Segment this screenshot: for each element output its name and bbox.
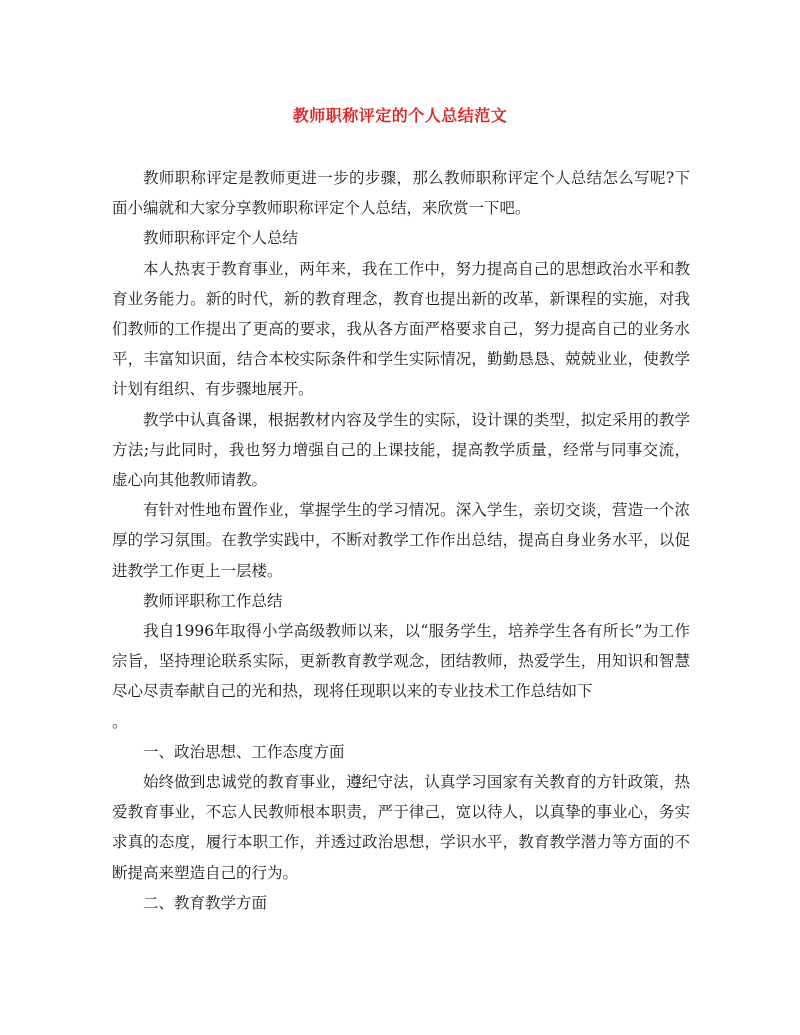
paragraph-loyalty: 始终做到忠诚党的教育事业，遵纪守法，认真学习国家有关教育的方针政策，热爱教育事业，不忘人民教师根本职责，严于律己，宽以待人，以真挚的事业心，务实求真的态度，履行本职工作，并透过政治思想，学识水平，教育教学潜力等方面的不断提高来塑造自己的行为。 bbox=[112, 773, 690, 882]
paragraph-intro: 教师职称评定是教师更进一步的步骤，那么教师职称评定个人总结怎么写呢?下面小编就和大家分享教师职称评定个人总结，来欣赏一下吧。 bbox=[112, 169, 690, 218]
section-heading-work-summary: 教师评职称工作总结 bbox=[143, 591, 283, 610]
section-heading-teaching: 二、教育教学方面 bbox=[143, 893, 268, 912]
paragraph-since-1996: 我自1996年取得小学高级教师以来，以“服务学生，培养学生各有所长”为工作宗旨，坚持理论联系实际，更新教育教学观念，团结教师，热爱学生，用知识和智慧尽心尽责奉献自己的光和热，现将任现职以来的专业技术工作总结如下 bbox=[112, 622, 690, 701]
document-title: 教师职称评定的个人总结范文 bbox=[292, 106, 508, 125]
document-body bbox=[112, 163, 690, 918]
paragraph-homework: 有针对性地布置作业，掌握学生的学习情况。深入学生，亲切交谈，营造一个浓厚的学习氛围。在教学实践中，不断对教学工作作出总结，提高自身业务水平，以促进教学工作更上一层楼。 bbox=[112, 501, 690, 580]
paragraph-lesson-preparation: 教学中认真备课，根据教材内容及学生的实际，设计课的类型，拟定采用的教学方法;与此同时，我也努力增强自己的上课技能，提高教学质量，经常与同事交流，虚心向其他教师请教。 bbox=[112, 410, 690, 490]
section-heading-personal-summary: 教师职称评定个人总结 bbox=[143, 229, 299, 248]
section-heading-political-attitude: 一、政治思想、工作态度方面 bbox=[143, 742, 345, 761]
paragraph-trailing-period: 。 bbox=[112, 712, 128, 731]
paragraph-career-dedication: 本人热衷于教育事业，两年来，我在工作中，努力提高自己的思想政治水平和教育业务能力。新的时代，新的教育理念，教育也提出新的改革，新课程的实施，对我们教师的工作提出了更高的要求，我从各方面严格要求自己，努力提高自己的业务水平，丰富知识面，结合本校实际条件和学生实际情况，勤勤恳恳、兢兢业业，使教学计划有组织、有步骤地展开。 bbox=[112, 259, 690, 399]
